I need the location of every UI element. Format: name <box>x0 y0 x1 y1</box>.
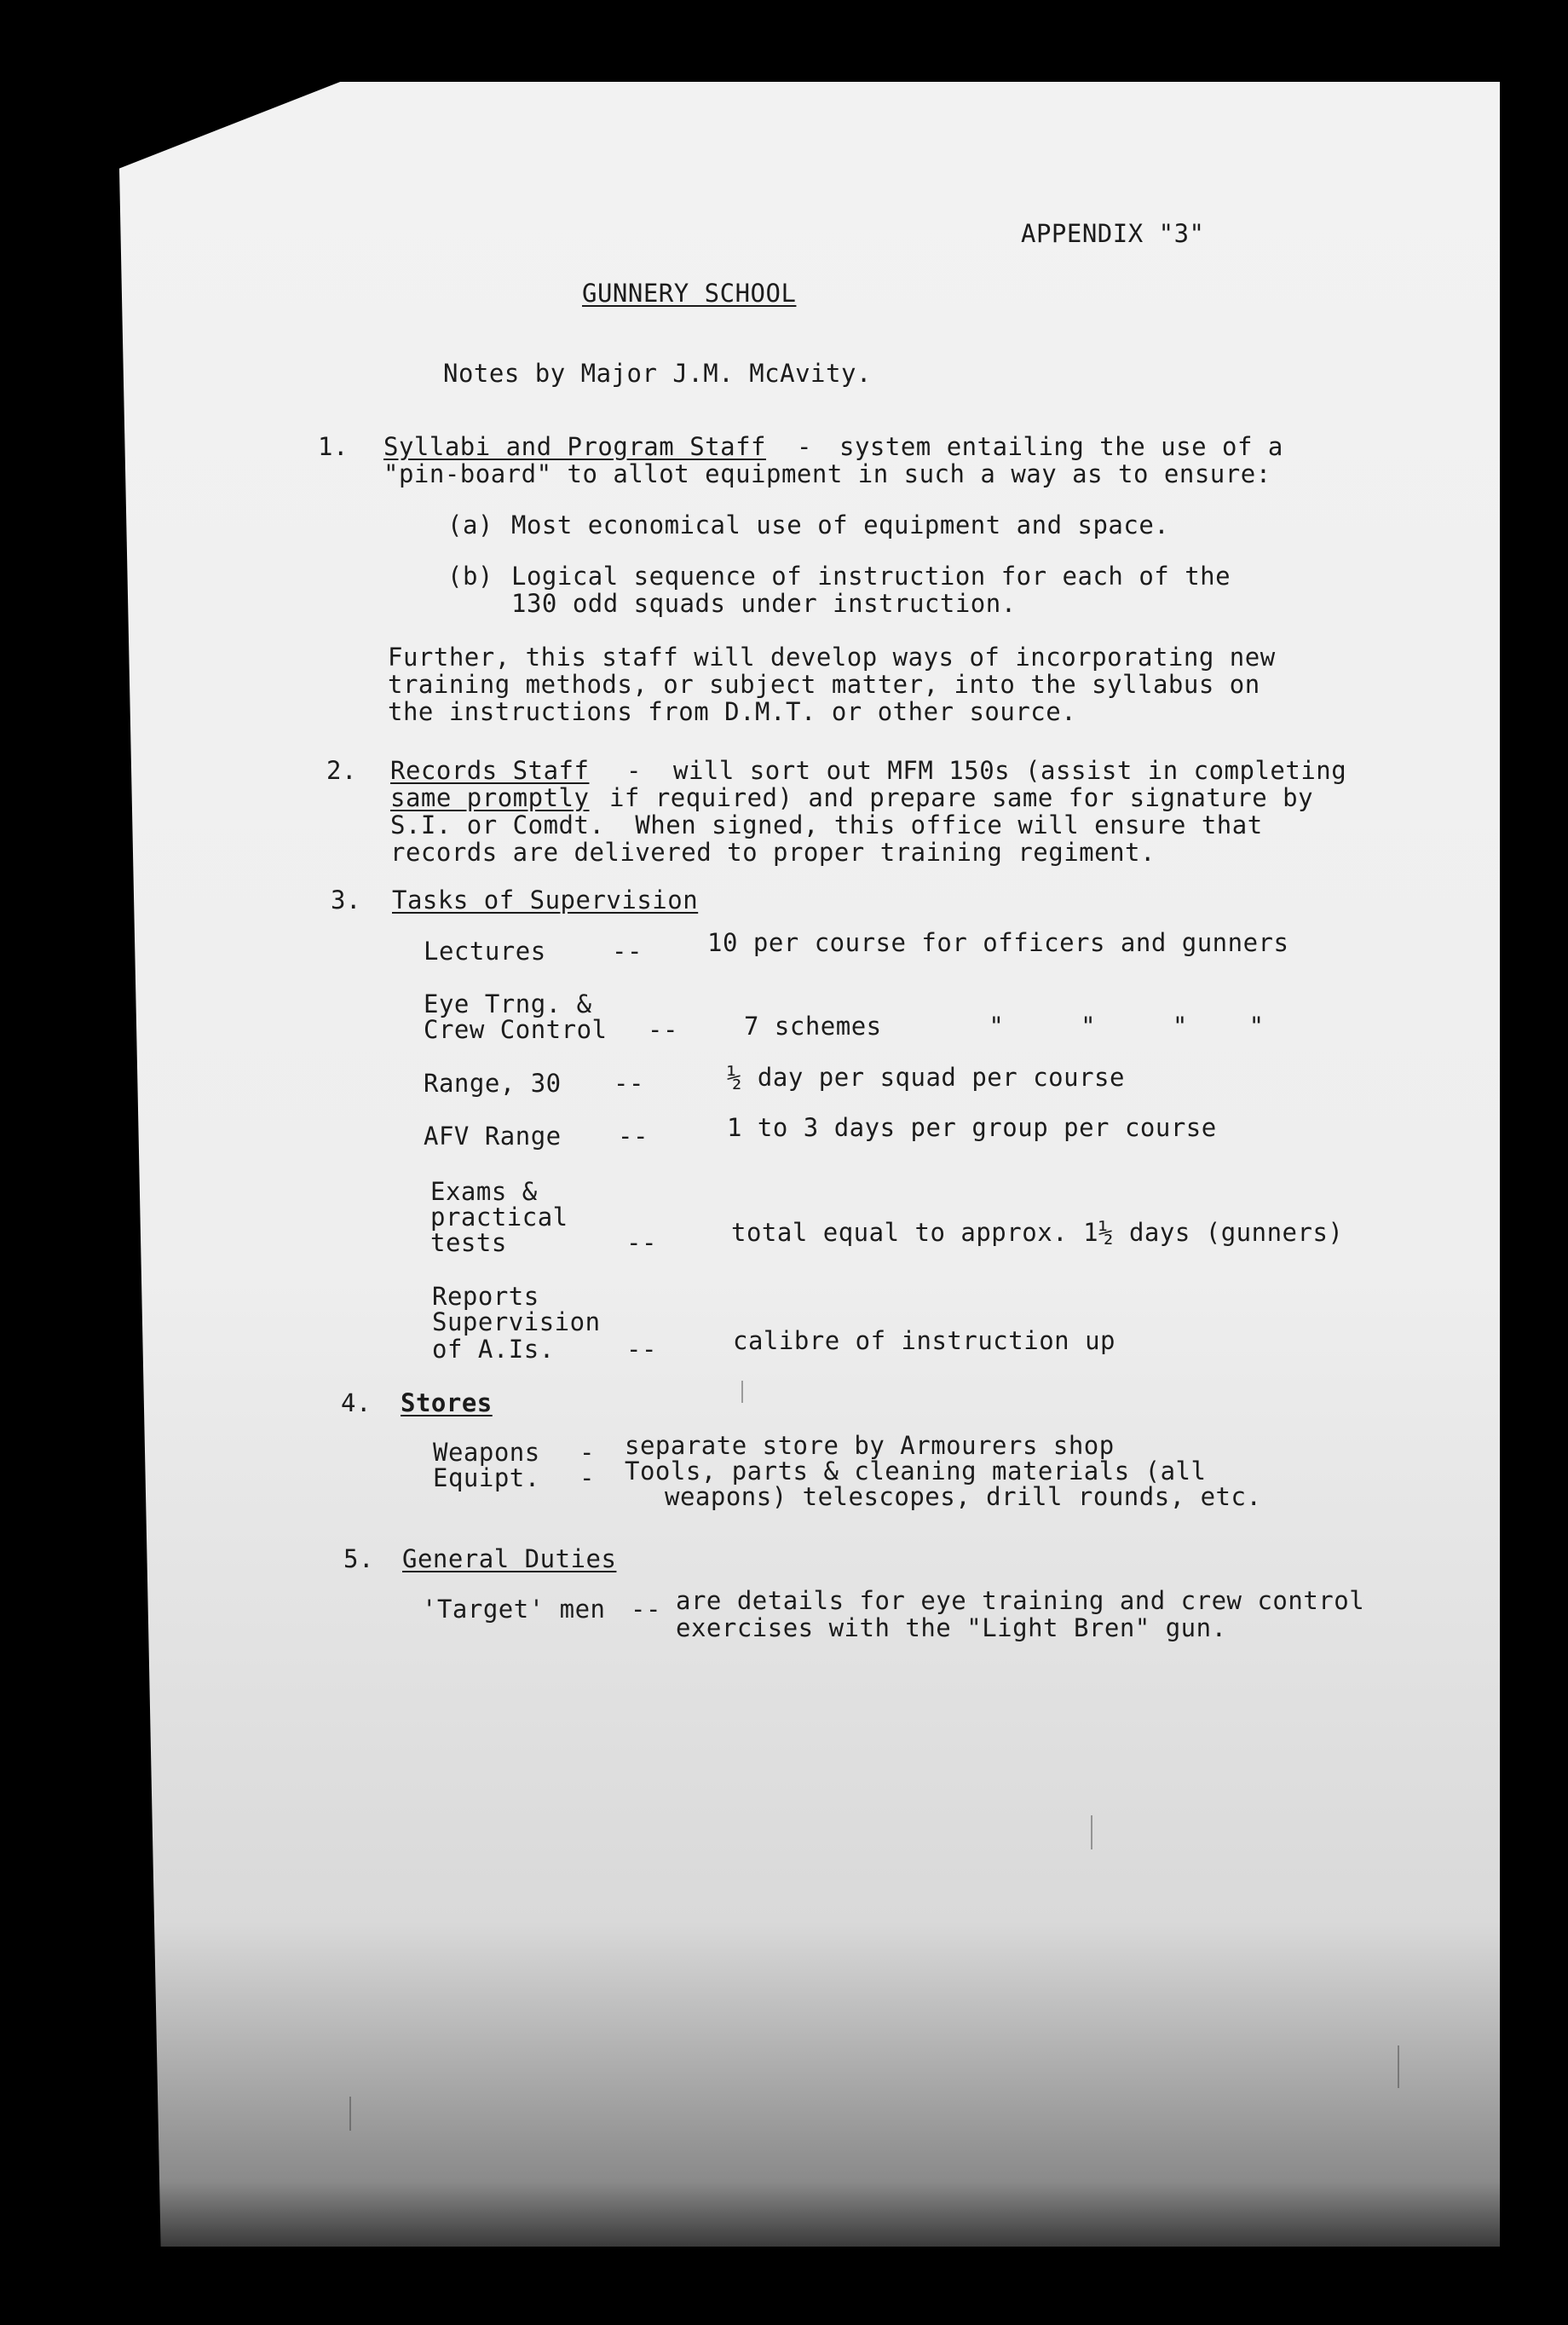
stores-equipt-text-line2: weapons) telescopes, drill rounds, etc. <box>665 1482 1262 1511</box>
duties-target-text-line2: exercises with the "Light Bren" gun. <box>676 1613 1227 1642</box>
section-2-heading: Records Staff <box>390 756 590 785</box>
task-row-reports-label-line2: Supervision <box>432 1307 601 1336</box>
section-2-line2: if required) and prepare same for signature by <box>594 783 1314 812</box>
task-row-lectures-dash: -- <box>612 937 643 966</box>
stores-weapons-text: separate store by Armourers shop <box>625 1431 1115 1460</box>
section-2-line4: records are delivered to proper training regiment. <box>390 838 1156 867</box>
item-b-text-line1: Logical sequence of instruction for each of the <box>511 562 1231 591</box>
section-1-heading: Syllabi and Program Staff <box>383 432 766 461</box>
task-row-exams-value: total equal to approx. 1½ days (gunners) <box>731 1218 1344 1247</box>
task-row-range-dash: -- <box>614 1069 644 1098</box>
item-b-label: (b) <box>447 562 493 591</box>
task-row-exams-label-line3: tests <box>430 1228 507 1257</box>
task-row-range-label: Range, 30 <box>424 1069 562 1098</box>
section-1-para-line2: training methods, or subject matter, into the syllabus on <box>388 670 1260 699</box>
document-title: GUNNERY SCHOOL <box>582 279 797 308</box>
section-5-heading: General Duties <box>402 1544 617 1573</box>
document-page <box>119 82 1500 2247</box>
task-row-range-value: ½ day per squad per course <box>727 1063 1125 1092</box>
task-row-exams-dash: -- <box>626 1228 657 1257</box>
task-row-eye-dash: -- <box>648 1015 678 1044</box>
stores-equipt-label: Equipt. <box>433 1463 540 1492</box>
section-1-intro-line2: "pin-board" to allot equipment in such a way as to ensure: <box>383 459 1271 488</box>
stores-equipt-text-line1: Tools, parts & cleaning materials (all <box>625 1457 1207 1486</box>
section-2-line3: S.I. or Comdt. When signed, this office will ensure that <box>390 811 1263 839</box>
section-1-intro: system entailing the use of a <box>839 432 1283 461</box>
task-row-reports-value: calibre of instruction up <box>733 1326 1115 1355</box>
page-scratch <box>741 1381 743 1403</box>
section-2-line1: will sort out MFM 150s (assist in completing <box>673 756 1347 785</box>
item-a-label: (a) <box>447 511 493 539</box>
page-scratch <box>349 2097 351 2131</box>
stores-equipt-dash: - <box>579 1463 595 1492</box>
duties-target-dash: -- <box>631 1595 661 1624</box>
section-2-number: 2. <box>326 756 357 785</box>
task-row-afv-dash: -- <box>618 1122 649 1151</box>
section-1-para-line3: the instructions from D.M.T. or other source. <box>388 697 1077 726</box>
section-1-number: 1. <box>318 432 349 461</box>
item-b-text-line2: 130 odd squads under instruction. <box>511 589 1017 618</box>
section-2-line2-head: same promptly <box>390 783 590 812</box>
task-row-eye-label-line2: Crew Control <box>424 1015 608 1044</box>
appendix-label: APPENDIX "3" <box>1021 219 1205 248</box>
task-row-eye-label-line1: Eye Trng. & <box>424 989 592 1018</box>
section-1-separator: - <box>797 432 812 461</box>
task-row-lectures-label: Lectures <box>424 937 546 966</box>
section-4-number: 4. <box>341 1388 372 1417</box>
section-3-number: 3. <box>331 886 361 914</box>
section-4-heading: Stores <box>401 1388 493 1417</box>
task-row-eye-value: 7 schemes " " " " <box>744 1012 1265 1041</box>
duties-target-text-line1: are details for eye training and crew control <box>676 1586 1365 1615</box>
stores-weapons-dash: - <box>579 1438 595 1467</box>
byline: Notes by Major J.M. McAvity. <box>443 359 872 388</box>
task-row-afv-value: 1 to 3 days per group per course <box>727 1113 1217 1142</box>
section-3-heading: Tasks of Supervision <box>392 886 699 914</box>
task-row-afv-label: AFV Range <box>424 1122 562 1151</box>
task-row-reports-dash: -- <box>626 1335 657 1364</box>
page-scratch <box>1091 1815 1092 1849</box>
duties-target-label: 'Target' men <box>422 1595 606 1624</box>
task-row-exams-label-line2: practical <box>430 1203 568 1232</box>
stores-weapons-label: Weapons <box>433 1438 540 1467</box>
section-5-number: 5. <box>343 1544 374 1573</box>
task-row-reports-label-line3: of A.Is. <box>432 1335 555 1364</box>
task-row-exams-label-line1: Exams & <box>430 1177 538 1206</box>
page-scratch <box>1398 2045 1399 2088</box>
section-2-separator: - <box>626 756 642 785</box>
task-row-lectures-value: 10 per course for officers and gunners <box>707 928 1289 957</box>
task-row-reports-label-line1: Reports <box>432 1282 539 1311</box>
section-1-para-line1: Further, this staff will develop ways of incorporating new <box>388 643 1276 672</box>
item-a-text: Most economical use of equipment and space. <box>511 511 1170 539</box>
